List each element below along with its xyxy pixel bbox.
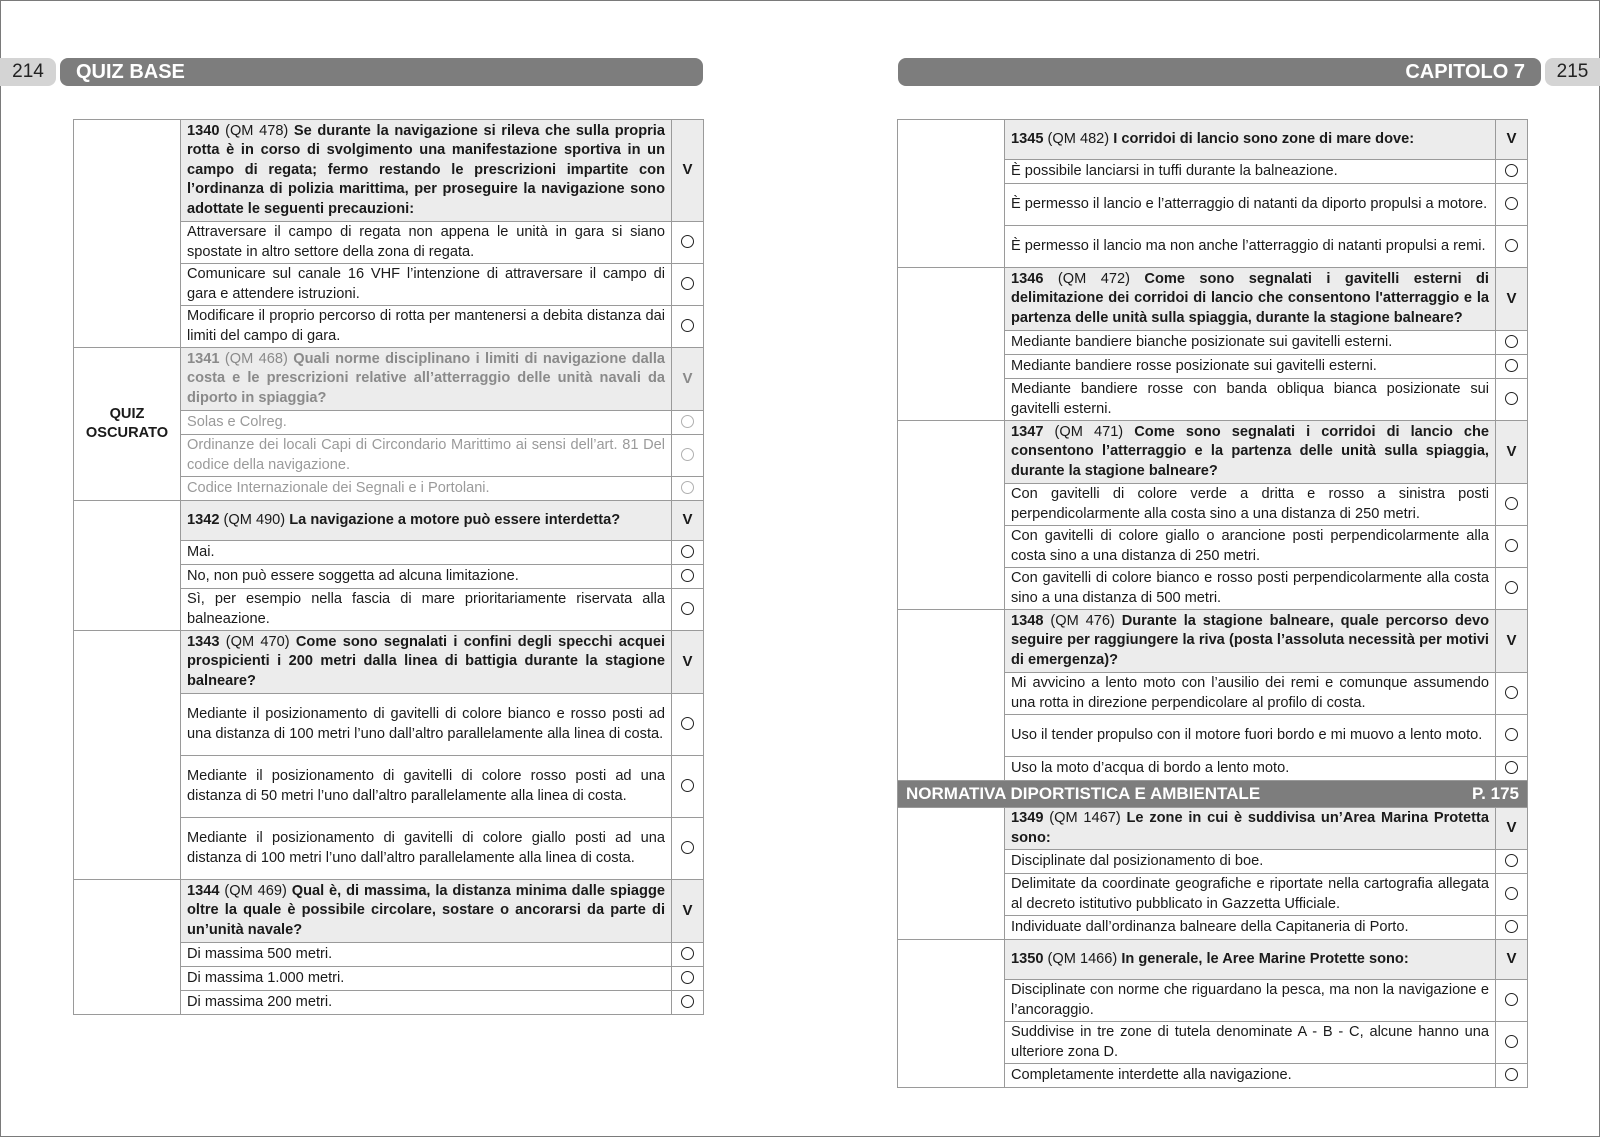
obscured-label-line2: OSCURATO bbox=[85, 425, 169, 441]
question-text bbox=[1005, 268, 1496, 331]
answer-text: Delimitate da coordinate geografiche e riportate nella cartografia allegata al decreto istitutivo pubblicato in Gazzetta Ufficiale. bbox=[1005, 874, 1496, 916]
answer-checkbox[interactable] bbox=[1496, 379, 1528, 421]
answer-checkbox[interactable] bbox=[672, 818, 704, 880]
circle-icon bbox=[681, 481, 694, 494]
answer-text: Modificare il proprio percorso di rotta per mantenersi a debita distanza dai limiti del campo di gara. bbox=[181, 306, 672, 348]
question-ref: (QM 468) bbox=[224, 350, 288, 367]
circle-icon bbox=[1505, 239, 1518, 252]
answer-checkbox[interactable] bbox=[1496, 673, 1528, 715]
true-mark-cell bbox=[672, 348, 704, 411]
answer-checkbox[interactable] bbox=[1496, 331, 1528, 355]
answer-checkbox[interactable] bbox=[672, 306, 704, 348]
question-ref: (QM 1466) bbox=[1047, 950, 1118, 967]
answer-checkbox[interactable] bbox=[1496, 874, 1528, 916]
obscured-label-line1: QUIZ bbox=[109, 405, 145, 422]
answer-text: Completamente interdette alla navigazione. bbox=[1005, 1064, 1496, 1088]
answer-text: Mediante il posizionamento di gavitelli di colore bianco e rosso posti ad una distanza di 100 metri l’uno dall’altro parallelamente alla linea di costa. bbox=[181, 694, 672, 756]
question-row bbox=[898, 268, 1528, 331]
circle-icon bbox=[681, 995, 694, 1008]
true-mark: V bbox=[1506, 819, 1517, 837]
question-number: 1348 bbox=[1011, 612, 1044, 629]
side-cell bbox=[74, 631, 181, 880]
question-text bbox=[1005, 120, 1496, 160]
circle-icon bbox=[681, 717, 694, 730]
question-row-obscured bbox=[74, 348, 704, 411]
question-ref: (QM 476) bbox=[1050, 612, 1115, 629]
answer-text: Mediante il posizionamento di gavitelli di colore giallo posti ad una distanza di 100 metri l’uno dall’altro parallelamente alla linea di costa. bbox=[181, 818, 672, 880]
circle-icon bbox=[681, 319, 694, 332]
circle-icon bbox=[681, 448, 694, 461]
circle-icon bbox=[681, 841, 694, 854]
question-body: Come sono segnalati i corridoi di lancio che consentono l’atterraggio e la partenza delle unità sulla spiaggia, durante la stagione balneare? bbox=[1011, 423, 1489, 479]
answer-text: Disciplinate dal posizionamento di boe. bbox=[1005, 850, 1496, 874]
answer-checkbox[interactable] bbox=[672, 756, 704, 818]
question-body: I corridoi di lancio sono zone di mare dove: bbox=[1113, 130, 1415, 147]
answer-text: Mediante bandiere rosse con banda obliqua bianca posizionate sui gavitelli esterni. bbox=[1005, 379, 1496, 421]
question-number: 1345 bbox=[1011, 130, 1044, 147]
answer-text: Ordinanze dei locali Capi di Circondario Marittimo ai sensi dell’art. 81 Del codice della navigazione. bbox=[181, 435, 672, 477]
circle-icon bbox=[681, 971, 694, 984]
answer-checkbox[interactable] bbox=[672, 222, 704, 264]
question-body: Quali norme disciplinano i limiti di navigazione dalla costa e le prescrizioni relative all’atterraggio delle unità navali da diporto in spiaggia? bbox=[187, 350, 665, 406]
answer-checkbox[interactable] bbox=[672, 967, 704, 991]
header-title-right: CAPITOLO 7 bbox=[898, 58, 1541, 86]
question-body: Qual è, di massima, la distanza minima dalle spiagge oltre la quale è possibile circolare, sostare o ancorarsi da parte di un’unità navale? bbox=[187, 882, 665, 938]
page-number-right: 215 bbox=[1545, 58, 1600, 86]
circle-icon bbox=[1505, 920, 1518, 933]
circle-icon bbox=[681, 277, 694, 290]
question-ref: (QM 472) bbox=[1057, 270, 1130, 287]
question-body: Se durante la navigazione si rileva che sulla propria rotta è in corso di svolgimento una manifestazione sportiva in un campo di regata; fermo restando le prescrizioni impartite con l’ordinanza di polizia marittima, per proseguire la navigazione sono adottate le seguenti precauzioni: bbox=[187, 122, 665, 217]
answer-text: Disciplinate con norme che riguardano la pesca, ma non la navigazione e l’ancoraggio. bbox=[1005, 980, 1496, 1022]
answer-text: Mai. bbox=[181, 541, 672, 565]
answer-text: Di massima 500 metri. bbox=[181, 943, 672, 967]
answer-text: Sì, per esempio nella fascia di mare prioritariamente riservata alla balneazione. bbox=[181, 589, 672, 631]
question-number: 1343 bbox=[187, 633, 220, 650]
side-cell bbox=[898, 421, 1005, 610]
circle-icon bbox=[681, 415, 694, 428]
question-number: 1341 bbox=[187, 350, 220, 367]
question-row bbox=[898, 808, 1528, 850]
question-row bbox=[898, 120, 1528, 160]
question-number: 1344 bbox=[187, 882, 220, 899]
answer-checkbox[interactable] bbox=[1496, 568, 1528, 610]
circle-icon bbox=[1505, 497, 1518, 510]
answer-text: Uso la moto d’acqua di bordo a lento moto. bbox=[1005, 757, 1496, 781]
question-body: Come sono segnalati i gavitelli esterni di delimitazione dei corridoi di lancio che consentono l'atterraggio e la partenza delle unità sulla spiaggia, durante la stagione balneare? bbox=[1011, 270, 1489, 326]
circle-icon bbox=[681, 545, 694, 558]
side-cell bbox=[74, 120, 181, 348]
side-cell bbox=[74, 880, 181, 1015]
page-number-left: 214 bbox=[0, 58, 56, 86]
answer-checkbox[interactable] bbox=[1496, 980, 1528, 1022]
question-ref: (QM 478) bbox=[225, 122, 289, 139]
answer-checkbox[interactable] bbox=[1496, 1022, 1528, 1064]
circle-icon bbox=[1505, 686, 1518, 699]
answer-text: Di massima 1.000 metri. bbox=[181, 967, 672, 991]
true-mark-cell bbox=[1496, 610, 1528, 673]
question-body: Durante la stagione balneare, quale percorso devo seguire per raggiungere la riva (posta l’assoluta necessità per motivi di emergenza)? bbox=[1011, 612, 1490, 668]
true-mark: V bbox=[1506, 130, 1517, 148]
side-cell bbox=[898, 940, 1005, 1088]
true-mark: V bbox=[682, 511, 693, 529]
section-header-row bbox=[898, 781, 1528, 808]
circle-icon bbox=[1505, 359, 1518, 372]
question-number: 1347 bbox=[1011, 423, 1044, 440]
side-cell bbox=[74, 501, 181, 631]
circle-icon bbox=[1505, 581, 1518, 594]
circle-icon bbox=[1505, 392, 1518, 405]
true-mark-cell bbox=[1496, 268, 1528, 331]
answer-text: Comunicare sul canale 16 VHF l’intenzione di attraversare il campo di gara e attendere istruzioni. bbox=[181, 264, 672, 306]
answer-checkbox[interactable] bbox=[672, 435, 704, 477]
true-mark-cell bbox=[1496, 421, 1528, 484]
true-mark: V bbox=[1506, 950, 1517, 968]
question-text bbox=[181, 501, 672, 541]
answer-checkbox[interactable] bbox=[672, 477, 704, 501]
quiz-table-right bbox=[897, 119, 1528, 1088]
answer-checkbox[interactable] bbox=[1496, 226, 1528, 268]
true-mark: V bbox=[682, 901, 693, 919]
question-ref: (QM 471) bbox=[1054, 423, 1124, 440]
circle-icon bbox=[681, 602, 694, 615]
question-number: 1350 bbox=[1011, 950, 1044, 967]
question-ref: (QM 469) bbox=[224, 882, 287, 899]
circle-icon bbox=[1505, 728, 1518, 741]
answer-checkbox[interactable] bbox=[672, 565, 704, 589]
question-number: 1346 bbox=[1011, 270, 1044, 287]
circle-icon bbox=[1505, 761, 1518, 774]
answer-checkbox[interactable] bbox=[672, 411, 704, 435]
answer-text: Con gavitelli di colore giallo o arancione posti perpendicolarmente alla costa sino a una distanza di 250 metri. bbox=[1005, 526, 1496, 568]
question-row bbox=[74, 880, 704, 943]
true-mark: V bbox=[1506, 289, 1517, 307]
obscured-label bbox=[74, 348, 181, 501]
question-text bbox=[181, 631, 672, 694]
answer-text: Con gavitelli di colore bianco e rosso posti perpendicolarmente alla costa sino a una distanza di 500 metri. bbox=[1005, 568, 1496, 610]
question-row bbox=[74, 120, 704, 222]
answer-checkbox[interactable] bbox=[672, 991, 704, 1015]
side-cell bbox=[898, 610, 1005, 781]
true-mark: V bbox=[682, 652, 693, 670]
circle-icon bbox=[681, 947, 694, 960]
header-title-left: QUIZ BASE bbox=[60, 58, 703, 86]
circle-icon bbox=[1505, 887, 1518, 900]
answer-text: Di massima 200 metri. bbox=[181, 991, 672, 1015]
question-ref: (QM 482) bbox=[1047, 130, 1110, 147]
circle-icon bbox=[1505, 1035, 1518, 1048]
answer-text: Uso il tender propulso con il motore fuori bordo e mi muovo a lento moto. bbox=[1005, 715, 1496, 757]
question-text bbox=[181, 348, 672, 411]
true-mark-cell bbox=[672, 880, 704, 943]
answer-text: Mediante bandiere bianche posizionate sui gavitelli esterni. bbox=[1005, 331, 1496, 355]
circle-icon bbox=[681, 779, 694, 792]
circle-icon bbox=[1505, 539, 1518, 552]
question-number: 1349 bbox=[1011, 810, 1044, 826]
circle-icon bbox=[681, 235, 694, 248]
answer-checkbox[interactable] bbox=[672, 541, 704, 565]
answer-text: È permesso il lancio e l’atterraggio di natanti da diporto propulsi a motore. bbox=[1005, 184, 1496, 226]
answer-checkbox[interactable] bbox=[1496, 526, 1528, 568]
answer-checkbox[interactable] bbox=[1496, 355, 1528, 379]
answer-text: Attraversare il campo di regata non appena le unità in gara si siano spostate in altro settore della zona di regata. bbox=[181, 222, 672, 264]
answer-checkbox[interactable] bbox=[1496, 916, 1528, 940]
answer-checkbox[interactable] bbox=[1496, 1064, 1528, 1088]
answer-checkbox[interactable] bbox=[672, 264, 704, 306]
question-ref: (QM 470) bbox=[225, 633, 290, 650]
question-row bbox=[898, 940, 1528, 980]
question-text bbox=[1005, 421, 1496, 484]
question-row bbox=[74, 631, 704, 694]
true-mark: V bbox=[1506, 442, 1517, 460]
answer-checkbox[interactable] bbox=[1496, 850, 1528, 874]
section-page-ref: P. 175 bbox=[1472, 784, 1519, 804]
section-title: NORMATIVA DIPORTISTICA E AMBIENTALE bbox=[906, 784, 1261, 804]
question-text bbox=[1005, 610, 1496, 673]
question-number: 1340 bbox=[187, 122, 220, 139]
question-text bbox=[181, 120, 672, 222]
true-mark-cell bbox=[672, 120, 704, 222]
side-cell bbox=[898, 268, 1005, 421]
answer-text: È permesso il lancio ma non anche l’atterraggio di natanti propulsi a remi. bbox=[1005, 226, 1496, 268]
answer-text: Mediante bandiere rosse posizionate sui gavitelli esterni. bbox=[1005, 355, 1496, 379]
question-body: Come sono segnalati i confini degli specchi acquei prospicienti i 200 metri dalla linea di battigia durante la stagione balneare? bbox=[187, 633, 665, 689]
question-row bbox=[898, 421, 1528, 484]
question-row bbox=[74, 501, 704, 541]
true-mark: V bbox=[682, 161, 693, 179]
side-cell bbox=[898, 120, 1005, 268]
question-text bbox=[1005, 808, 1496, 850]
true-mark: V bbox=[1506, 631, 1517, 649]
answer-checkbox[interactable] bbox=[1496, 757, 1528, 781]
answer-checkbox[interactable] bbox=[1496, 715, 1528, 757]
question-ref: (QM 490) bbox=[223, 511, 286, 528]
question-number: 1342 bbox=[187, 511, 220, 528]
answer-text: Solas e Colreg. bbox=[181, 411, 672, 435]
quiz-table-left bbox=[73, 119, 704, 1015]
answer-text: No, non può essere soggetta ad alcuna limitazione. bbox=[181, 565, 672, 589]
answer-checkbox[interactable] bbox=[672, 589, 704, 631]
true-mark: V bbox=[682, 369, 693, 387]
answer-checkbox[interactable] bbox=[672, 943, 704, 967]
true-mark-cell bbox=[672, 631, 704, 694]
answer-text: Individuate dall’ordinanza balneare della Capitaneria di Porto. bbox=[1005, 916, 1496, 940]
answer-text: Suddivise in tre zone di tutela denominate A - B - C, alcune hanno una ulteriore zona D. bbox=[1005, 1022, 1496, 1064]
answer-text: È possibile lanciarsi in tuffi durante la balneazione. bbox=[1005, 160, 1496, 184]
circle-icon bbox=[1505, 197, 1518, 210]
question-text bbox=[181, 880, 672, 943]
question-body: Le zone in cui è suddivisa un’Area Marina Protetta sono: bbox=[1011, 810, 1489, 846]
question-row bbox=[898, 610, 1528, 673]
section-header bbox=[898, 781, 1528, 808]
true-mark-cell bbox=[1496, 940, 1528, 980]
answer-checkbox[interactable] bbox=[672, 694, 704, 756]
answer-text: Con gavitelli di colore verde a dritta e rosso a sinistra posti perpendicolarmente alla costa sino a una distanza di 250 metri. bbox=[1005, 484, 1496, 526]
true-mark-cell bbox=[1496, 120, 1528, 160]
circle-icon bbox=[1505, 854, 1518, 867]
circle-icon bbox=[1505, 993, 1518, 1006]
question-ref: (QM 1467) bbox=[1049, 810, 1121, 826]
true-mark-cell bbox=[672, 501, 704, 541]
answer-checkbox[interactable] bbox=[1496, 484, 1528, 526]
answer-checkbox[interactable] bbox=[1496, 160, 1528, 184]
circle-icon bbox=[681, 569, 694, 582]
side-cell bbox=[898, 808, 1005, 940]
question-text bbox=[1005, 940, 1496, 980]
true-mark-cell bbox=[1496, 808, 1528, 850]
question-body: In generale, le Aree Marine Protette sono: bbox=[1121, 950, 1409, 967]
circle-icon bbox=[1505, 335, 1518, 348]
circle-icon bbox=[1505, 1068, 1518, 1081]
answer-checkbox[interactable] bbox=[1496, 184, 1528, 226]
circle-icon bbox=[1505, 164, 1518, 177]
answer-text: Codice Internazionale dei Segnali e i Portolani. bbox=[181, 477, 672, 501]
question-body: La navigazione a motore può essere interdetta? bbox=[289, 511, 621, 528]
answer-text: Mi avvicino a lento moto con l’ausilio dei remi e comunque assumendo una rotta in direzione perpendicolare al profilo di costa. bbox=[1005, 673, 1496, 715]
answer-text: Mediante il posizionamento di gavitelli di colore rosso posti ad una distanza di 50 metri l’uno dall’altro parallelamente alla linea di costa. bbox=[181, 756, 672, 818]
